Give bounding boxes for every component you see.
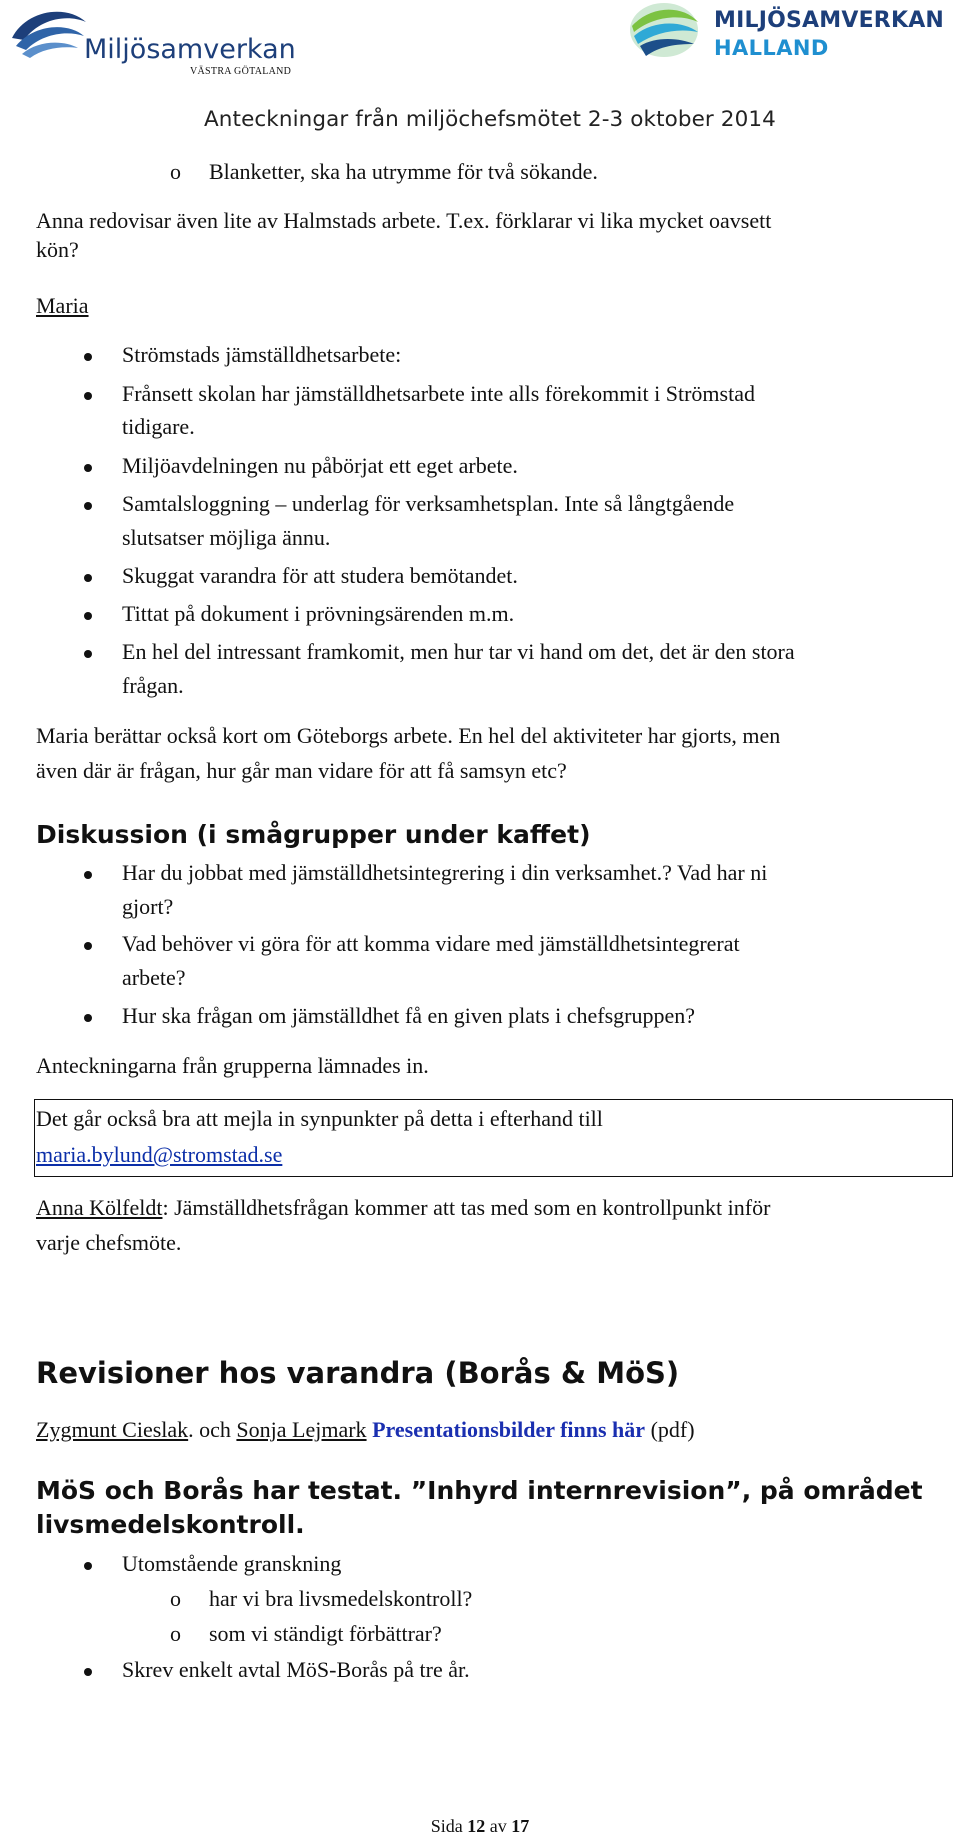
bullet-icon — [84, 871, 92, 879]
halland-logo-line1: MILJÖSAMVERKAN — [714, 8, 945, 33]
bullet-icon — [84, 1668, 92, 1676]
footer-page-total: 17 — [511, 1816, 530, 1836]
bullet-icon — [84, 502, 92, 510]
speaker-heading: Maria — [36, 293, 89, 318]
logo-subtitle: VÄSTRA GÖTALAND — [190, 66, 292, 77]
sub-bullet-marker-icon: o — [170, 159, 181, 184]
presenters-line — [36, 1412, 695, 1448]
list-item: Miljöavdelningen nu påbörjat ett eget arbete. — [122, 453, 518, 478]
bullet-icon — [84, 650, 92, 658]
bullet-icon — [84, 1014, 92, 1022]
list-item: Utomstående granskning — [122, 1551, 342, 1576]
list-item: Skuggat varandra för att studera bemötandet. — [122, 563, 518, 588]
halland-emblem-icon — [626, 0, 706, 62]
paragraph-line: varje chefsmöte. — [36, 1230, 182, 1255]
pdf-note: (pdf) — [645, 1417, 695, 1442]
list-item: Vad behöver vi göra för att komma vidare med jämställdhetsintegrerat — [122, 931, 740, 956]
sub-list-item: som vi ständigt förbättrar? — [209, 1621, 442, 1646]
box-text: Det går också bra att mejla in synpunkter på detta i efterhand till — [36, 1106, 603, 1131]
list-item-continuation: gjort? — [122, 894, 174, 919]
list-item-continuation: frågan. — [122, 673, 184, 698]
list-item-continuation: slutsatser möjliga ännu. — [122, 525, 331, 550]
paragraph-line — [36, 1190, 770, 1226]
bullet-icon — [84, 392, 92, 400]
paragraph-line: även där är frågan, hur går man vidare för att få samsyn etc? — [36, 758, 567, 783]
footer-page-number: 12 — [467, 1816, 486, 1836]
miljosamverkan-vg-logo — [6, 0, 306, 80]
halland-logo-line2: HALLAND — [714, 36, 829, 60]
paragraph-line: Anteckningarna från grupperna lämnades in. — [36, 1053, 429, 1078]
subsection-heading: livsmedelskontroll. — [36, 1510, 305, 1539]
sub-list-item: har vi bra livsmedelskontroll? — [209, 1586, 473, 1611]
list-item: Skrev enkelt avtal MöS-Borås på tre år. — [122, 1657, 470, 1682]
list-item-continuation: arbete? — [122, 965, 186, 990]
list-item: Samtalsloggning – underlag för verksamhetsplan. Inte så långtgående — [122, 491, 735, 516]
list-item: Frånsett skolan har jämställdhetsarbete inte alls förekommit i Strömstad — [122, 381, 755, 406]
presentation-link[interactable]: Presentationsbilder finns här — [372, 1417, 646, 1442]
discussion-heading: Diskussion (i smågrupper under kaffet) — [36, 820, 591, 849]
speaker-text: : Jämställdhetsfrågan kommer att tas med som en kontrollpunkt inför — [162, 1195, 771, 1220]
subsection-heading: MöS och Borås har testat. ”Inhyrd internrevision”, på området — [36, 1476, 923, 1505]
list-item-continuation: tidigare. — [122, 414, 195, 439]
list-item: Hur ska frågan om jämställdhet få en given plats i chefsgruppen? — [122, 1003, 696, 1028]
bullet-icon — [84, 353, 92, 361]
footer-sida: Sida — [430, 1816, 468, 1836]
paragraph-line: Anna redovisar även lite av Halmstads arbete. T.ex. förklarar vi lika mycket oavsett — [36, 208, 772, 233]
bullet-icon — [84, 942, 92, 950]
email-link[interactable]: maria.bylund@stromstad.se — [36, 1142, 283, 1167]
footer-av: av — [485, 1816, 512, 1836]
speaker-name: Anna Kölfeldt — [36, 1195, 163, 1220]
list-item: Strömstads jämställdhetsarbete: — [122, 342, 402, 367]
page-footer — [0, 1816, 960, 1837]
sub-bullet-text: Blanketter, ska ha utrymme för två sökande. — [209, 159, 598, 184]
list-item: Har du jobbat med jämställdhetsintegrering i din verksamhet.? Vad har ni — [122, 860, 768, 885]
list-item: Tittat på dokument i prövningsärenden m.m. — [122, 601, 515, 626]
section-heading: Revisioner hos varandra (Borås & MöS) — [36, 1356, 680, 1390]
bullet-icon — [84, 464, 92, 472]
logo-name: Miljösamverkan — [84, 34, 296, 65]
separator-text: . och — [188, 1417, 237, 1442]
bullet-icon — [84, 1562, 92, 1570]
list-item: En hel del intressant framkomit, men hur tar vi hand om det, det är den stora — [122, 639, 795, 664]
paragraph-line: kön? — [36, 237, 79, 262]
presenter-name: Zygmunt Cieslak — [36, 1417, 189, 1442]
bullet-icon — [84, 574, 92, 582]
bullet-icon — [84, 612, 92, 620]
presenter-name: Sonja Lejmark — [236, 1417, 367, 1442]
sub-bullet-marker-icon: o — [170, 1621, 181, 1646]
document-title: Anteckningar från miljöchefsmötet 2-3 oktober 2014 — [204, 107, 776, 132]
sub-bullet-marker-icon: o — [170, 1586, 181, 1611]
miljosamverkan-halland-logo — [626, 0, 946, 66]
paragraph-line: Maria berättar också kort om Göteborgs arbete. En hel del aktiviteter har gjorts, men — [36, 723, 781, 748]
